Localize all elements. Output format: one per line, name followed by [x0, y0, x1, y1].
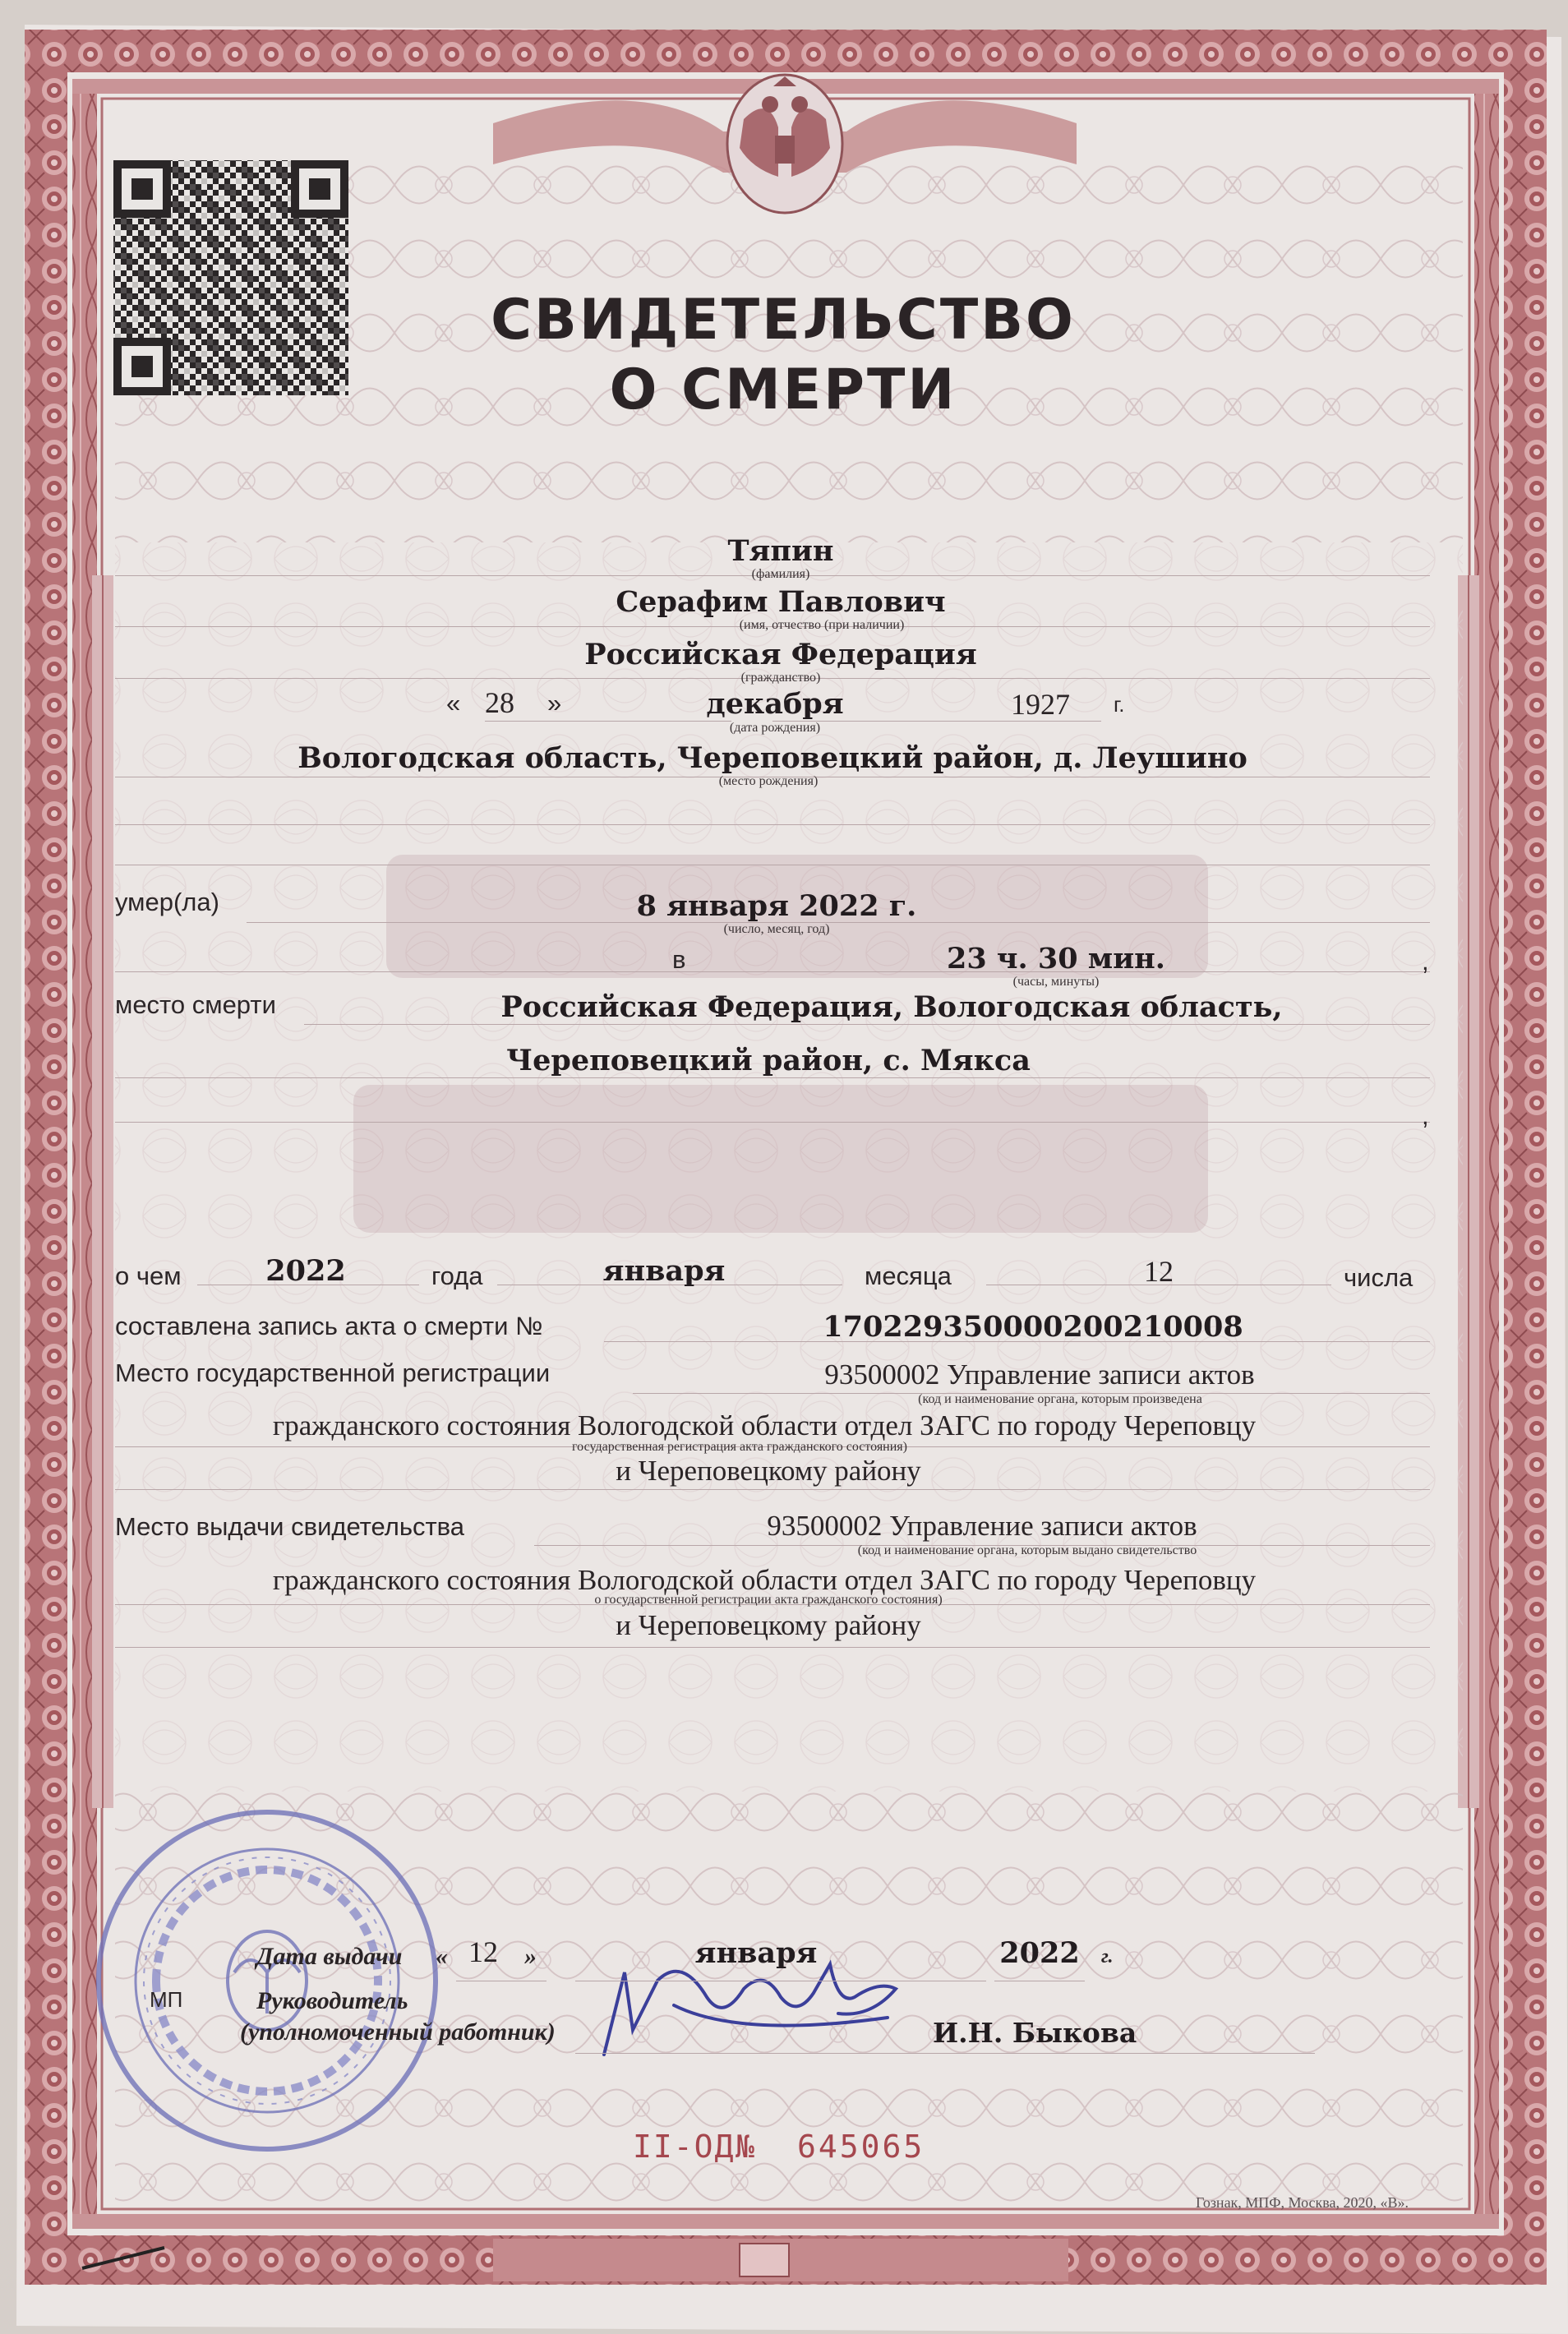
- birth-day: 28: [485, 686, 514, 719]
- title-line1: СВИДЕТЕЛЬСТВО: [491, 288, 1076, 353]
- death-at-label: в: [672, 945, 686, 974]
- certificate-number: 645065: [797, 2129, 925, 2165]
- birth-month: декабря: [706, 687, 844, 721]
- record-year: 2022: [265, 1254, 346, 1288]
- reg-place-line3: и Череповецкому району: [616, 1455, 921, 1487]
- birth-year: 1927: [1011, 688, 1070, 721]
- head-label-line2: (уполномоченный работник): [240, 2018, 556, 2046]
- issue-place-label: Место выдачи свидетельства: [115, 1512, 465, 1541]
- issue-place-line1: 93500002 Управление записи актов: [767, 1510, 1197, 1542]
- birth-year-suffix: г.: [1114, 692, 1125, 717]
- birth-date-caption: (дата рождения): [729, 721, 821, 735]
- mp-label: МП: [150, 1987, 183, 2012]
- reg-place-caption2: государственная регистрация акта гражданского состояния): [572, 1440, 907, 1454]
- about-label: о чем: [115, 1262, 182, 1290]
- name-value: Серафим Павлович: [616, 585, 946, 619]
- coat-of-arms-emblem: [727, 75, 842, 213]
- form-line: [115, 1489, 1430, 1490]
- issue-year: 2022: [999, 1936, 1080, 1970]
- death-time-comma: ,: [1422, 947, 1429, 976]
- died-label: умер(ла): [115, 888, 219, 916]
- surname-caption: (фамилия): [751, 567, 810, 581]
- reg-place-line2: гражданского состояния Вологодской области отдел ЗАГС по городу Череповцу: [272, 1409, 1257, 1441]
- form-line: [115, 1122, 1430, 1123]
- death-place-line2: Череповецкий район, с. Мякса: [506, 1044, 1031, 1077]
- citizenship-caption: (гражданство): [740, 671, 821, 685]
- issue-day: 12: [468, 1935, 498, 1968]
- issue-place-line2: гражданского состояния Вологодской области отдел ЗАГС по городу Череповцу: [272, 1564, 1257, 1596]
- death-place-line1: Российская Федерация, Вологодская область,: [500, 990, 1283, 1024]
- reg-place-caption1: (код и наименование органа, которым произведена: [918, 1392, 1202, 1406]
- form-line: [115, 1647, 1430, 1648]
- issue-date-label: Дата выдачи: [256, 1943, 403, 1970]
- certificate-series: II-ОД: [633, 2129, 736, 2165]
- printer-imprint: Гознак, МПФ, Москва, 2020, «В».: [1196, 2194, 1409, 2211]
- head-name: И.Н. Быкова: [933, 2017, 1137, 2049]
- name-caption: (имя, отчество (при наличии): [739, 618, 905, 632]
- reg-place-line1: 93500002 Управление записи актов: [824, 1358, 1255, 1391]
- death-date-caption: (число, месяц, год): [723, 922, 830, 936]
- qr-code-icon: [113, 160, 348, 395]
- form-line: [115, 971, 1430, 972]
- form-line: [485, 721, 731, 722]
- form-line: [115, 1077, 1430, 1078]
- issue-year-suffix: г.: [1101, 1946, 1114, 1967]
- issue-place-caption1: (код и наименование органа, которым выдано свидетельство: [857, 1543, 1197, 1557]
- record-day: 12: [1144, 1255, 1174, 1288]
- number-sign: №: [736, 2129, 754, 2165]
- issue-month: января: [694, 1936, 818, 1970]
- death-time-caption: (часы, минуты): [1012, 975, 1100, 989]
- issue-place-line3: и Череповецкому району: [616, 1609, 921, 1641]
- birthplace-value: Вологодская область, Череповецкий район, д. Леушино: [297, 741, 1247, 775]
- head-label-line1: Руководитель: [256, 1987, 408, 2014]
- death-place-label: место смерти: [115, 990, 276, 1019]
- reg-place-label: Место государственной регистрации: [115, 1358, 551, 1387]
- form-line: [575, 2053, 1315, 2054]
- record-month-label: месяца: [865, 1262, 952, 1290]
- form-line: [115, 824, 1430, 825]
- citizenship-value: Российская Федерация: [584, 638, 977, 671]
- act-number-label: составлена запись акта о смерти №: [115, 1312, 543, 1340]
- issue-quote-open: «: [436, 1943, 448, 1970]
- surname-value: Тяпин: [727, 534, 834, 568]
- issue-place-caption2: о государственной регистрации акта гражданского состояния): [594, 1593, 943, 1607]
- death-place-comma: ,: [1422, 1101, 1429, 1130]
- death-time-value: 23 ч. 30 мин.: [947, 942, 1165, 976]
- birthplace-caption: (место рождения): [718, 774, 819, 788]
- record-year-label: года: [431, 1262, 483, 1290]
- birth-quote-open: «: [446, 689, 461, 717]
- death-date-value: 8 января 2022 г.: [636, 889, 917, 923]
- form-line: [304, 1024, 1430, 1025]
- record-month: января: [602, 1254, 726, 1288]
- title-line2: О СМЕРТИ: [609, 357, 957, 422]
- issue-quote-close: »: [524, 1943, 537, 1970]
- record-day-label: числа: [1344, 1263, 1414, 1292]
- birth-quote-close: »: [547, 689, 562, 717]
- act-number-value: 170229350000200210008: [823, 1310, 1243, 1344]
